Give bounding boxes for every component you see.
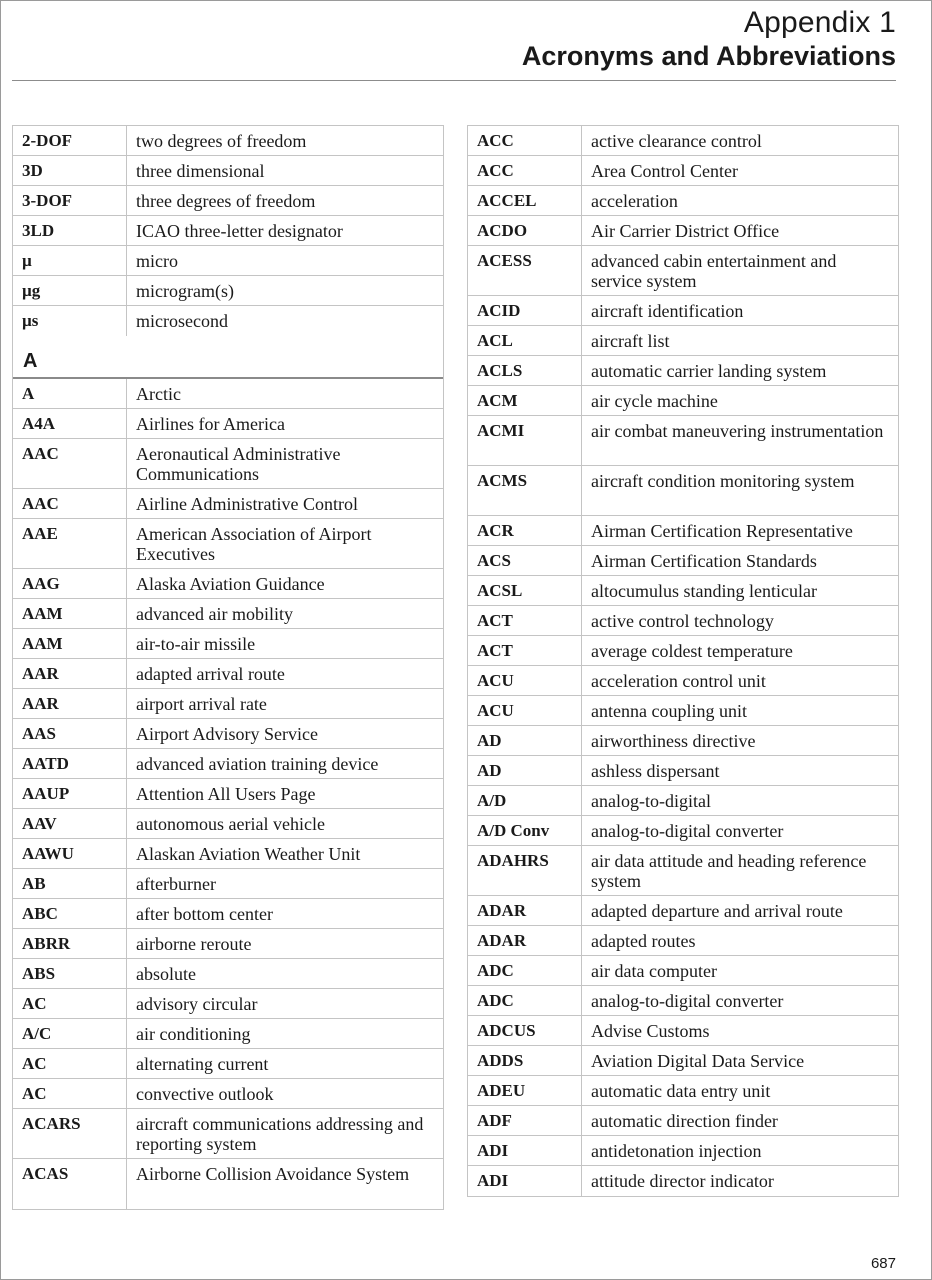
- glossary-row: [13, 439, 443, 489]
- definition: Airline Administrative Control: [136, 494, 358, 514]
- abbreviation: AATD: [13, 749, 127, 778]
- definition: Air Carrier District Office: [591, 221, 780, 241]
- definition: analog-to-digital: [591, 791, 711, 811]
- definition: acceleration: [591, 191, 678, 211]
- abbreviation: 3-DOF: [13, 186, 127, 215]
- glossary-row: [468, 786, 898, 816]
- abbreviation: AB: [13, 869, 127, 898]
- abbreviation: ACMI: [468, 416, 582, 465]
- header-divider: [12, 80, 896, 81]
- abbreviation: 3D: [13, 156, 127, 185]
- glossary-row: [468, 186, 898, 216]
- ac-entries-group: [468, 126, 898, 1196]
- abbreviation: AD: [468, 756, 582, 785]
- glossary-row: [468, 516, 898, 546]
- definition: airport arrival rate: [136, 694, 267, 714]
- glossary-row: [13, 869, 443, 899]
- glossary-row: [13, 989, 443, 1019]
- definition: air-to-air missile: [136, 634, 256, 654]
- page-title: Acronyms and Abbreviations: [521, 41, 896, 71]
- definition: advanced cabin entertainment and service system: [591, 251, 837, 291]
- glossary-row: [468, 1046, 898, 1076]
- abbreviation: 3LD: [13, 216, 127, 245]
- abbreviation: AAS: [13, 719, 127, 748]
- abbreviation: ADEU: [468, 1076, 582, 1105]
- definition: analog-to-digital converter: [591, 821, 784, 841]
- a-entries-group: [13, 379, 443, 1209]
- glossary-row: [468, 1016, 898, 1046]
- appendix-label: Appendix 1: [743, 6, 896, 39]
- abbreviation: AAR: [13, 659, 127, 688]
- glossary-row: [13, 1109, 443, 1159]
- abbreviation: ABC: [13, 899, 127, 928]
- definition: airworthiness directive: [591, 731, 756, 751]
- definition: micro: [136, 251, 178, 271]
- glossary-row: [13, 409, 443, 439]
- abbreviation: µ: [13, 246, 127, 275]
- glossary-row: [468, 246, 898, 296]
- glossary-row: [468, 986, 898, 1016]
- definition: ashless dispersant: [591, 761, 720, 781]
- section-heading-a: A: [13, 336, 443, 379]
- abbreviation: ADI: [468, 1166, 582, 1196]
- right-glossary-table: [467, 125, 899, 1197]
- definition: two degrees of freedom: [136, 131, 307, 151]
- definition: microsecond: [136, 311, 228, 331]
- definition: attitude director indicator: [591, 1171, 774, 1191]
- definition: automatic carrier landing system: [591, 361, 827, 381]
- abbreviation: A/D: [468, 786, 582, 815]
- definition: aircraft list: [591, 331, 670, 351]
- glossary-row: [468, 126, 898, 156]
- definition: air data computer: [591, 961, 717, 981]
- glossary-row: [468, 216, 898, 246]
- glossary-row: [468, 956, 898, 986]
- abbreviation: AAWU: [13, 839, 127, 868]
- abbreviation: ACARS: [13, 1109, 127, 1158]
- abbreviation: ACDO: [468, 216, 582, 245]
- definition: active control technology: [591, 611, 774, 631]
- abbreviation: A: [13, 379, 127, 408]
- glossary-row: [468, 1106, 898, 1136]
- glossary-row: [468, 1166, 898, 1196]
- definition: aircraft communications addressing and reporting system: [136, 1114, 424, 1154]
- abbreviation: AAM: [13, 599, 127, 628]
- glossary-row: [13, 1019, 443, 1049]
- definition: Airborne Collision Avoidance System: [136, 1164, 410, 1184]
- definition: advanced aviation training device: [136, 754, 379, 774]
- abbreviation: ACT: [468, 606, 582, 635]
- glossary-row: [13, 899, 443, 929]
- abbreviation: ACC: [468, 126, 582, 155]
- definition: convective outlook: [136, 1084, 274, 1104]
- glossary-row: [468, 926, 898, 956]
- abbreviation: ACU: [468, 696, 582, 725]
- abbreviation: AAUP: [13, 779, 127, 808]
- abbreviation: ADC: [468, 956, 582, 985]
- definition: aircraft identification: [591, 301, 744, 321]
- glossary-row: [13, 186, 443, 216]
- glossary-row: [468, 296, 898, 326]
- glossary-row: [468, 156, 898, 186]
- glossary-row: [468, 816, 898, 846]
- abbreviation: ADC: [468, 986, 582, 1015]
- definition: analog-to-digital converter: [591, 991, 784, 1011]
- abbreviation: ACAS: [13, 1159, 127, 1209]
- glossary-row: [13, 519, 443, 569]
- definition: ICAO three-letter designator: [136, 221, 343, 241]
- definition: Area Control Center: [591, 161, 738, 181]
- abbreviation: ACL: [468, 326, 582, 355]
- definition: air cycle machine: [591, 391, 718, 411]
- definition: Aviation Digital Data Service: [591, 1051, 805, 1071]
- glossary-row: [468, 416, 898, 466]
- glossary-row: [468, 696, 898, 726]
- abbreviation: AC: [13, 989, 127, 1018]
- page-number: 687: [870, 1255, 896, 1272]
- definition: automatic direction finder: [591, 1111, 778, 1131]
- left-glossary-table: [12, 125, 444, 1210]
- abbreviation: ABRR: [13, 929, 127, 958]
- glossary-row: [13, 1079, 443, 1109]
- glossary-row: [13, 809, 443, 839]
- glossary-row: [468, 666, 898, 696]
- glossary-row: [13, 839, 443, 869]
- definition: air conditioning: [136, 1024, 251, 1044]
- glossary-row: [13, 569, 443, 599]
- definition: antenna coupling unit: [591, 701, 747, 721]
- glossary-row: [13, 629, 443, 659]
- abbreviation: AAM: [13, 629, 127, 658]
- glossary-row: [468, 386, 898, 416]
- glossary-row: [13, 689, 443, 719]
- definition: aircraft condition monitoring system: [591, 471, 855, 491]
- glossary-row: [468, 326, 898, 356]
- abbreviation: AD: [468, 726, 582, 755]
- definition: air combat maneuvering instrumentation: [591, 421, 884, 441]
- glossary-row: [13, 246, 443, 276]
- abbreviation: ACT: [468, 636, 582, 665]
- abbreviation: ADAR: [468, 896, 582, 925]
- glossary-row: [468, 1076, 898, 1106]
- definition: advisory circular: [136, 994, 258, 1014]
- definition: Aeronautical Administrative Communications: [136, 444, 341, 484]
- abbreviation: AAC: [13, 489, 127, 518]
- abbreviation: AAR: [13, 689, 127, 718]
- glossary-row: [468, 576, 898, 606]
- definition: adapted arrival route: [136, 664, 285, 684]
- definition: acceleration control unit: [591, 671, 766, 691]
- definition: alternating current: [136, 1054, 269, 1074]
- glossary-row: [13, 719, 443, 749]
- glossary-row: [13, 959, 443, 989]
- glossary-row: [13, 599, 443, 629]
- definition: autonomous aerial vehicle: [136, 814, 325, 834]
- abbreviation: ACR: [468, 516, 582, 545]
- abbreviation: ACID: [468, 296, 582, 325]
- abbreviation: µg: [13, 276, 127, 305]
- glossary-row: [13, 1049, 443, 1079]
- glossary-row: [13, 306, 443, 336]
- glossary-row: [13, 216, 443, 246]
- definition: Airman Certification Representative: [591, 521, 853, 541]
- definition: active clearance control: [591, 131, 762, 151]
- definition: air data attitude and heading reference system: [591, 851, 867, 891]
- glossary-row: [13, 779, 443, 809]
- abbreviation: ACM: [468, 386, 582, 415]
- glossary-row: [13, 276, 443, 306]
- definition: Airlines for America: [136, 414, 285, 434]
- definition: automatic data entry unit: [591, 1081, 771, 1101]
- definition: antidetonation injection: [591, 1141, 762, 1161]
- glossary-row: [13, 126, 443, 156]
- abbreviation: ADF: [468, 1106, 582, 1135]
- abbreviation: AAC: [13, 439, 127, 488]
- abbreviation: AC: [13, 1049, 127, 1078]
- abbreviation: ACMS: [468, 466, 582, 515]
- abbreviation: ABS: [13, 959, 127, 988]
- definition: advanced air mobility: [136, 604, 293, 624]
- abbreviation: AAE: [13, 519, 127, 568]
- definition: American Association of Airport Executives: [136, 524, 372, 564]
- definition: average coldest temperature: [591, 641, 793, 661]
- definition: altocumulus standing lenticular: [591, 581, 817, 601]
- abbreviation: AAV: [13, 809, 127, 838]
- glossary-row: [13, 156, 443, 186]
- glossary-row: [468, 606, 898, 636]
- abbreviation: ADAR: [468, 926, 582, 955]
- glossary-row: [468, 466, 898, 516]
- glossary-row: [468, 636, 898, 666]
- glossary-row: [13, 1159, 443, 1209]
- definition: Advise Customs: [591, 1021, 710, 1041]
- glossary-row: [468, 846, 898, 896]
- definition: microgram(s): [136, 281, 234, 301]
- abbreviation: ACS: [468, 546, 582, 575]
- glossary-row: [13, 379, 443, 409]
- abbreviation: ADCUS: [468, 1016, 582, 1045]
- definition: Attention All Users Page: [136, 784, 316, 804]
- page-header: [522, 6, 896, 72]
- definition: three degrees of freedom: [136, 191, 316, 211]
- abbreviation: ACSL: [468, 576, 582, 605]
- abbreviation: ACU: [468, 666, 582, 695]
- glossary-row: [13, 749, 443, 779]
- abbreviation: AC: [13, 1079, 127, 1108]
- glossary-row: [468, 546, 898, 576]
- glossary-row: [468, 896, 898, 926]
- definition: Airman Certification Standards: [591, 551, 817, 571]
- abbreviation: ACC: [468, 156, 582, 185]
- abbreviation: A/C: [13, 1019, 127, 1048]
- glossary-row: [13, 489, 443, 519]
- definition: Alaska Aviation Guidance: [136, 574, 325, 594]
- definition: airborne reroute: [136, 934, 252, 954]
- abbreviation: µs: [13, 306, 127, 336]
- definition: Arctic: [136, 384, 181, 404]
- numeric-symbol-group: [13, 126, 443, 336]
- definition: after bottom center: [136, 904, 273, 924]
- definition: three dimensional: [136, 161, 265, 181]
- abbreviation: A4A: [13, 409, 127, 438]
- definition: adapted departure and arrival route: [591, 901, 843, 921]
- abbreviation: AAG: [13, 569, 127, 598]
- abbreviation: ADAHRS: [468, 846, 582, 895]
- definition: Alaskan Aviation Weather Unit: [136, 844, 361, 864]
- glossary-row: [13, 659, 443, 689]
- glossary-row: [468, 756, 898, 786]
- abbreviation: ACESS: [468, 246, 582, 295]
- abbreviation: ACLS: [468, 356, 582, 385]
- definition: Airport Advisory Service: [136, 724, 318, 744]
- abbreviation: ACCEL: [468, 186, 582, 215]
- glossary-row: [468, 726, 898, 756]
- definition: afterburner: [136, 874, 216, 894]
- glossary-row: [13, 929, 443, 959]
- glossary-row: [468, 356, 898, 386]
- abbreviation: ADDS: [468, 1046, 582, 1075]
- definition: adapted routes: [591, 931, 696, 951]
- abbreviation: ADI: [468, 1136, 582, 1165]
- definition: absolute: [136, 964, 196, 984]
- abbreviation: 2-DOF: [13, 126, 127, 155]
- glossary-row: [468, 1136, 898, 1166]
- abbreviation: A/D Conv: [468, 816, 582, 845]
